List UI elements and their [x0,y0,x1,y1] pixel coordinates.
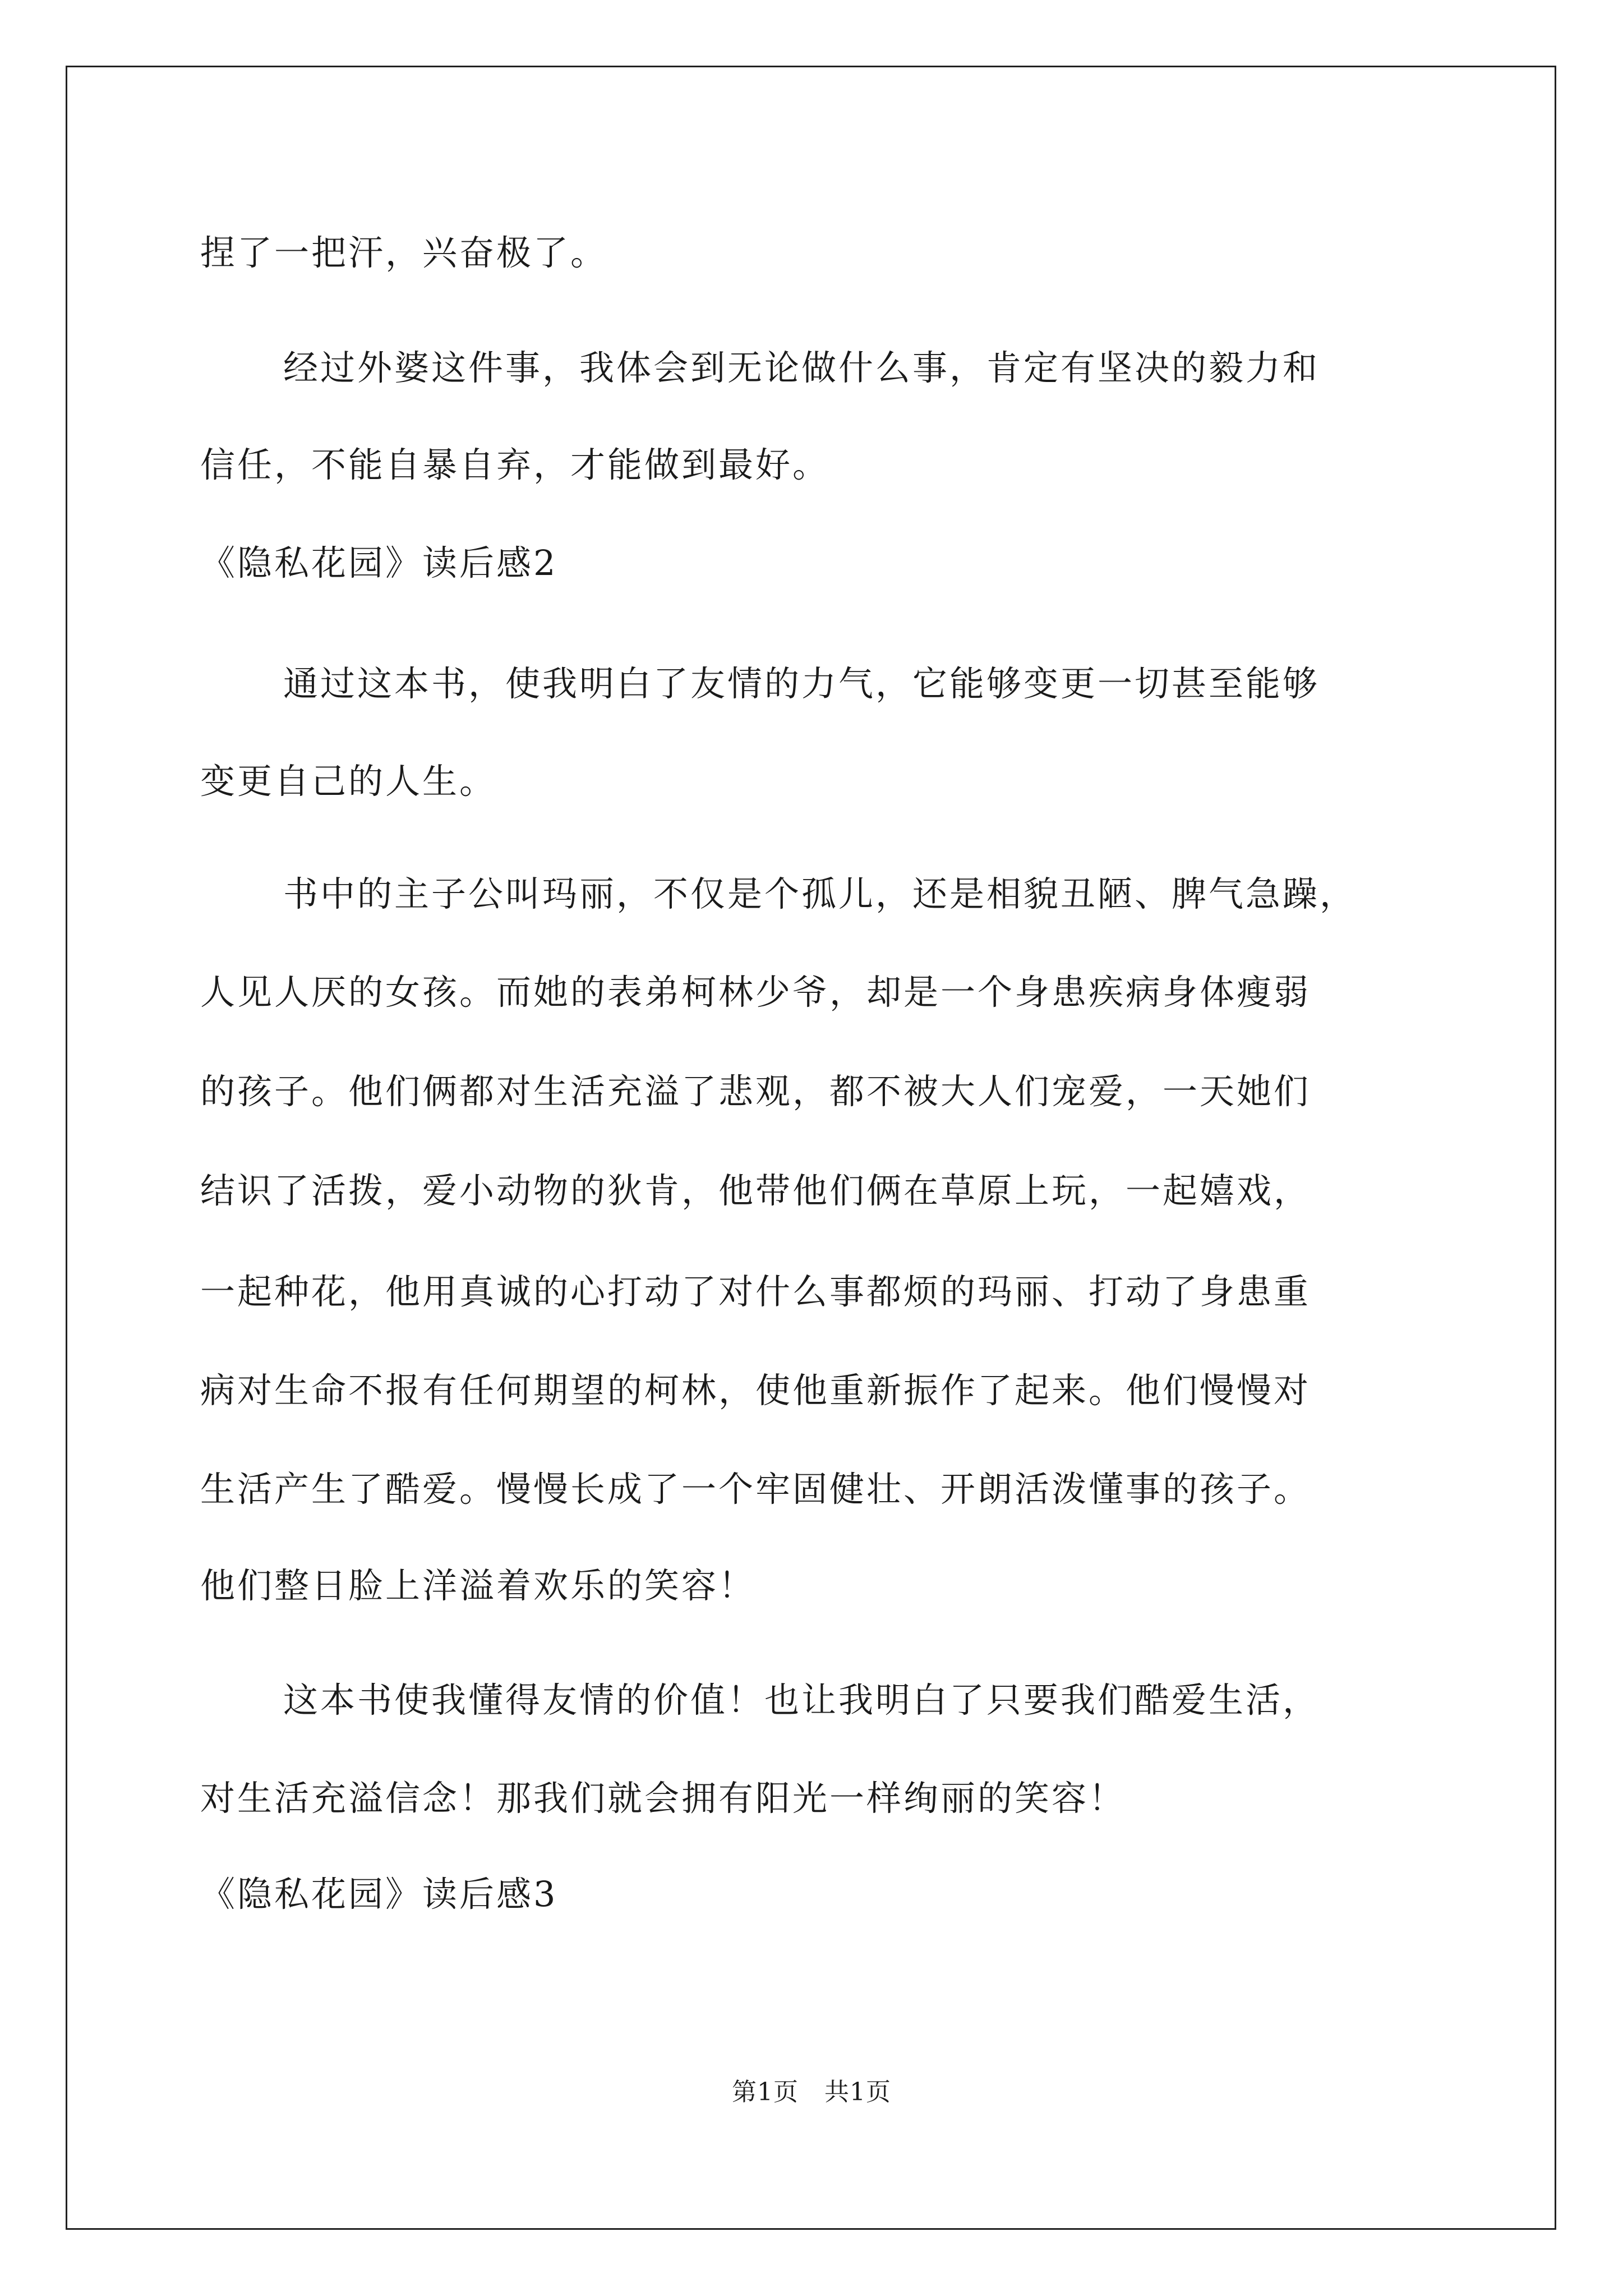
page-footer [0,2078,1623,2106]
section-heading: 《隐私花园》读后感2 [200,542,558,583]
paragraph-start: 书中的主子公叫玛丽，不仅是个孤儿，还是相貌丑陋、脾气急躁， [283,873,1357,914]
page-number: 第1页 [732,2078,799,2106]
text-line: 对生活充溢信念！那我们就会拥有阳光一样绚丽的笑容！ [200,1778,1126,1819]
text-line: 一起种花，他用真诚的心打动了对什么事都烦的玛丽、打动了身患重 [200,1271,1311,1312]
text-line: 信任，不能自暴自弃，才能做到最好。 [200,444,830,485]
paragraph-start: 经过外婆这件事，我体会到无论做什么事，肯定有坚决的毅力和 [283,347,1320,388]
text-line: 他们整日脸上洋溢着欢乐的笑容！ [200,1565,756,1606]
text-line: 人见人厌的女孩。而她的表弟柯林少爷，却是一个身患疾病身体瘦弱 [200,972,1311,1013]
text-line: 结识了活拨，爱小动物的狄肯，他带他们俩在草原上玩，一起嬉戏， [200,1170,1311,1211]
text-line: 的孩子。他们俩都对生活充溢了悲观，都不被大人们宠爱，一天她们 [200,1071,1311,1112]
paragraph-start: 这本书使我懂得友情的价值！也让我明白了只要我们酷爱生活， [283,1680,1320,1720]
paragraph-start: 通过这本书，使我明白了友情的力气，它能够变更一切甚至能够 [283,663,1320,704]
text-line: 捏了一把汗，兴奋极了。 [200,232,608,273]
text-line: 病对生命不报有任何期望的柯林，使他重新振作了起来。他们慢慢对 [200,1370,1311,1411]
text-line: 生活产生了酷爱。慢慢长成了一个牢固健壮、开朗活泼懂事的孩子。 [200,1469,1311,1510]
text-line: 变更自己的人生。 [200,761,497,802]
section-heading: 《隐私花园》读后感3 [200,1874,558,1915]
page-total: 共1页 [824,2078,891,2106]
